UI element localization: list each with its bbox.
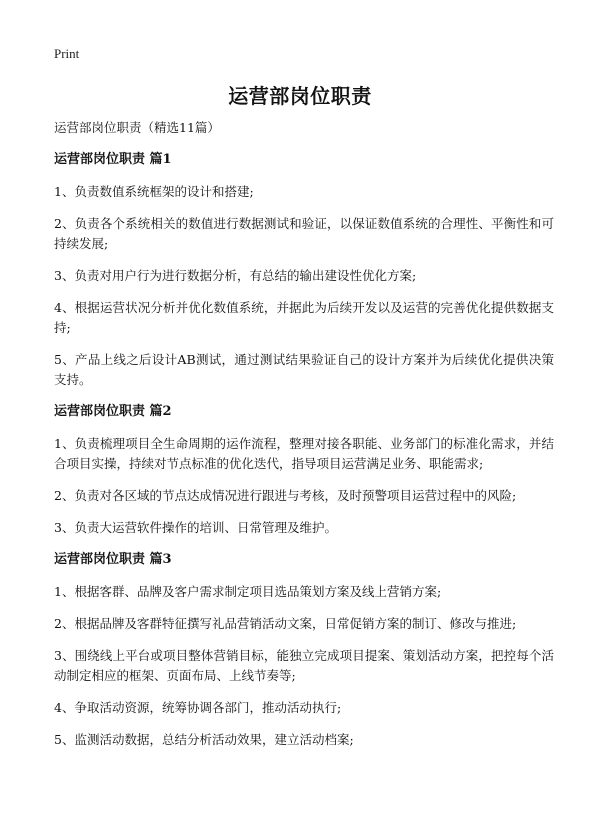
list-item: 1、根据客群、品牌及客户需求制定项目选品策划方案及线上营销方案; <box>54 584 442 599</box>
list-item: 4、根据运营状况分析并优化数值系统，并据此为后续开发以及运营的完善优化提供数据支持; <box>54 300 554 335</box>
section-heading: 运营部岗位职责 篇1 <box>54 152 172 167</box>
list-item: 3、负责大运营软件操作的培训、日常管理及维护。 <box>54 520 337 535</box>
document-title: 运营部岗位职责 <box>228 84 372 108</box>
list-item: 5、产品上线之后设计AB测试，通过测试结果验证自己的设计方案并为后续优化提供决策支持。 <box>54 352 554 387</box>
list-item: 4、争取活动资源，统筹协调各部门，推动活动执行; <box>54 700 342 715</box>
list-item: 2、根据品牌及客群特征撰写礼品营销活动文案，日常促销方案的制订、修改与推进; <box>54 616 517 631</box>
list-item: 5、监测活动数据，总结分析活动效果，建立活动档案; <box>54 732 354 747</box>
section-3 <box>54 550 554 750</box>
section-2 <box>54 402 554 538</box>
list-item: 3、负责对用户行为进行数据分析，有总结的输出建设性优化方案; <box>54 268 417 283</box>
list-item: 3、围绕线上平台或项目整体营销目标，能独立完成项目提案、策划活动方案，把控每个活动制定相应的框架、页面布局、上线节奏等; <box>54 648 554 683</box>
document-subtitle: 运营部岗位职责（精选11篇） <box>54 120 220 135</box>
section-1 <box>54 150 554 390</box>
document-body <box>54 118 554 762</box>
print-link[interactable]: Print <box>54 46 80 61</box>
section-heading: 运营部岗位职责 篇2 <box>54 404 172 419</box>
list-item: 2、负责各个系统相关的数值进行数据测试和验证，以保证数值系统的合理性、平衡性和可持续发展; <box>54 216 554 251</box>
list-item: 1、负责数值系统框架的设计和搭建; <box>54 184 254 199</box>
section-heading: 运营部岗位职责 篇3 <box>54 552 172 567</box>
list-item: 1、负责梳理项目全生命周期的运作流程，整理对接各职能、业务部门的标准化需求，并结合项目实操，持续对节点标准的优化迭代，指导项目运营满足业务、职能需求; <box>54 436 554 471</box>
list-item: 2、负责对各区域的节点达成情况进行跟进与考核，及时预警项目运营过程中的风险; <box>54 488 517 503</box>
